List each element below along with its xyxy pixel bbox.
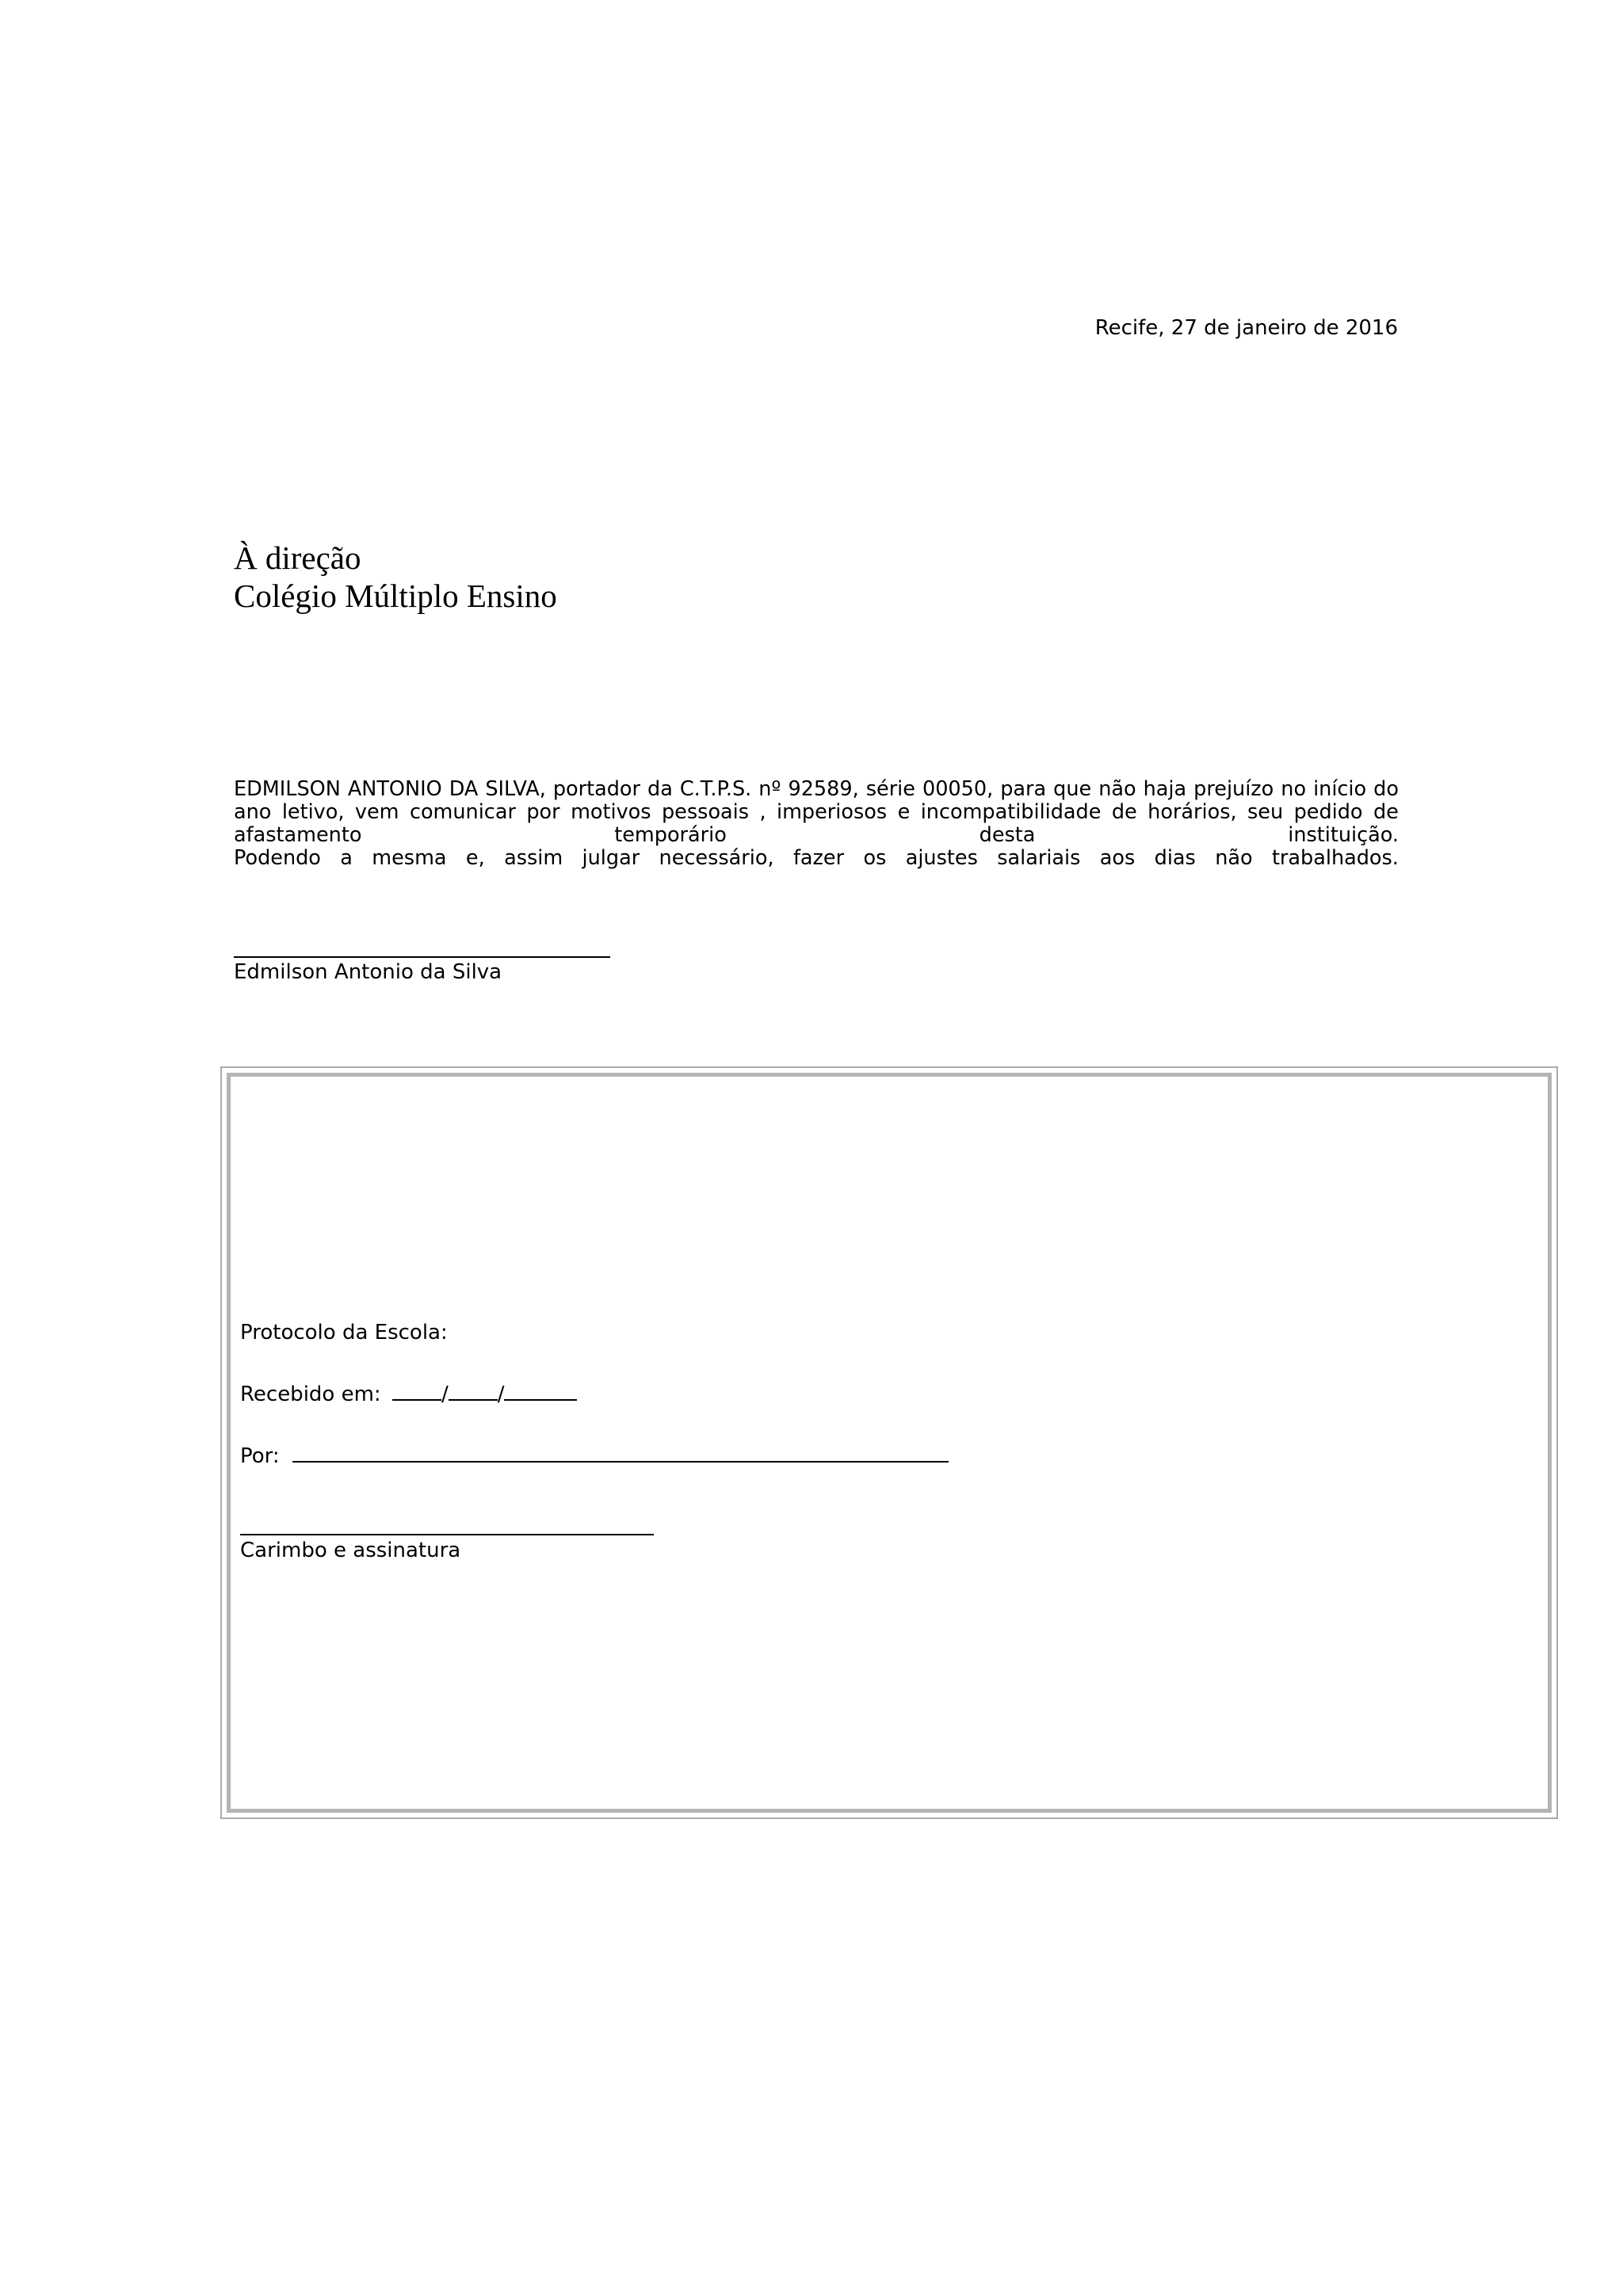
received-row — [240, 1380, 577, 1409]
body-line-1-word: ANTONIO — [347, 777, 442, 801]
body-line-1-word: SILVA, — [485, 777, 546, 801]
body-line-1-word: 00050, — [922, 777, 994, 801]
body-line-1-word: para — [1000, 777, 1047, 801]
body-line-2-word: pedido — [1293, 800, 1363, 824]
body-line-4-word: Podendo — [234, 846, 321, 870]
body-line-4-word: necessário, — [659, 846, 774, 870]
body-line-2-word: seu — [1247, 800, 1284, 824]
body-line-4-word: a — [340, 846, 353, 870]
date-separator-1: / — [441, 1383, 449, 1406]
date-separator-2: / — [497, 1383, 505, 1406]
received-by-row — [240, 1442, 949, 1470]
body-line-3 — [234, 824, 1399, 847]
protocol-title: Protocolo da Escola: — [240, 1321, 448, 1344]
received-by-field[interactable] — [292, 1444, 949, 1463]
body-line-1-word: série — [865, 777, 915, 801]
body-line-2-word: letivo, — [281, 800, 345, 824]
date-line: Recife, 27 de janeiro de 2016 — [1094, 316, 1398, 340]
protocol-box-inner — [227, 1073, 1552, 1813]
by-label: Por: — [240, 1444, 280, 1468]
body-line-4-word: aos — [1099, 846, 1136, 870]
received-label: Recebido em: — [240, 1383, 381, 1406]
body-line-1-word: início — [1313, 777, 1367, 801]
body-line-1-word: DA — [449, 777, 479, 801]
body-line-4-word: mesma — [372, 846, 447, 870]
body-line-2-word: , — [759, 800, 766, 824]
body-line-1-word: nº — [758, 777, 781, 801]
body-line-2-word: de — [1373, 800, 1399, 824]
signature-name: Edmilson Antonio da Silva — [234, 960, 502, 984]
body-line-2-word: comunicar — [409, 800, 516, 824]
received-day-field[interactable] — [392, 1382, 441, 1401]
body-line-4-word: dias — [1154, 846, 1196, 870]
body-line-3-word: afastamento — [234, 823, 362, 847]
stamp-label: Carimbo e assinatura — [240, 1539, 461, 1562]
body-line-4-word: assim — [504, 846, 563, 870]
body-line-4-word: os — [863, 846, 887, 870]
body-line-3-word: instituição. — [1288, 823, 1399, 847]
body-line-2-word: imperiosos — [777, 800, 888, 824]
body-line-1-word: no — [1281, 777, 1307, 801]
body-line-1-word: prejuízo — [1193, 777, 1274, 801]
body-line-1-word: haja — [1143, 777, 1187, 801]
body-line-2-word: vem — [354, 800, 399, 824]
body-line-1-word: portador — [552, 777, 641, 801]
body-line-2-word: ano — [234, 800, 272, 824]
body-line-1-word: não — [1098, 777, 1136, 801]
body-line-4-word: fazer — [792, 846, 845, 870]
body-line-1-word: da — [647, 777, 673, 801]
received-year-field[interactable] — [504, 1382, 577, 1401]
body-line-2-word: por — [526, 800, 560, 824]
signature-line — [234, 939, 610, 958]
body-line-4-word: julgar — [582, 846, 640, 870]
body-line-4-word: e, — [465, 846, 485, 870]
signature-block — [234, 939, 610, 986]
recipient-line-2: Colégio Múltiplo Ensino — [234, 578, 557, 614]
body-line-2-word: pessoais — [662, 800, 750, 824]
body-line-2-word: motivos — [571, 800, 651, 824]
body-line-3-word: temporário — [614, 823, 727, 847]
body-line-2-word: horários, — [1148, 800, 1237, 824]
body-line-1-word: EDMILSON — [234, 777, 341, 801]
body-line-4 — [234, 847, 1399, 870]
protocol-box — [220, 1066, 1558, 1819]
body-line-1 — [234, 778, 1399, 801]
body-line-4-word: ajustes — [905, 846, 978, 870]
stamp-signature-line[interactable] — [240, 1534, 654, 1535]
body-line-1-word: do — [1373, 777, 1399, 801]
recipient-block — [234, 539, 557, 615]
body-line-2-word: e — [897, 800, 911, 824]
body-line-1-word: que — [1053, 777, 1092, 801]
body-line-3-word: desta — [979, 823, 1036, 847]
body-line-2-word: incompatibilidade — [920, 800, 1102, 824]
body-line-1-word: C.T.P.S. — [679, 777, 752, 801]
recipient-line-1: À direção — [234, 540, 361, 576]
body-line-2-word: de — [1111, 800, 1137, 824]
received-month-field[interactable] — [449, 1382, 498, 1401]
body-line-4-word: não — [1215, 846, 1253, 870]
body-line-2 — [234, 801, 1399, 824]
body-line-4-word: trabalhados. — [1271, 846, 1399, 870]
body-line-1-word: 92589, — [788, 777, 859, 801]
body-line-4-word: salariais — [997, 846, 1081, 870]
letter-body — [234, 778, 1399, 870]
